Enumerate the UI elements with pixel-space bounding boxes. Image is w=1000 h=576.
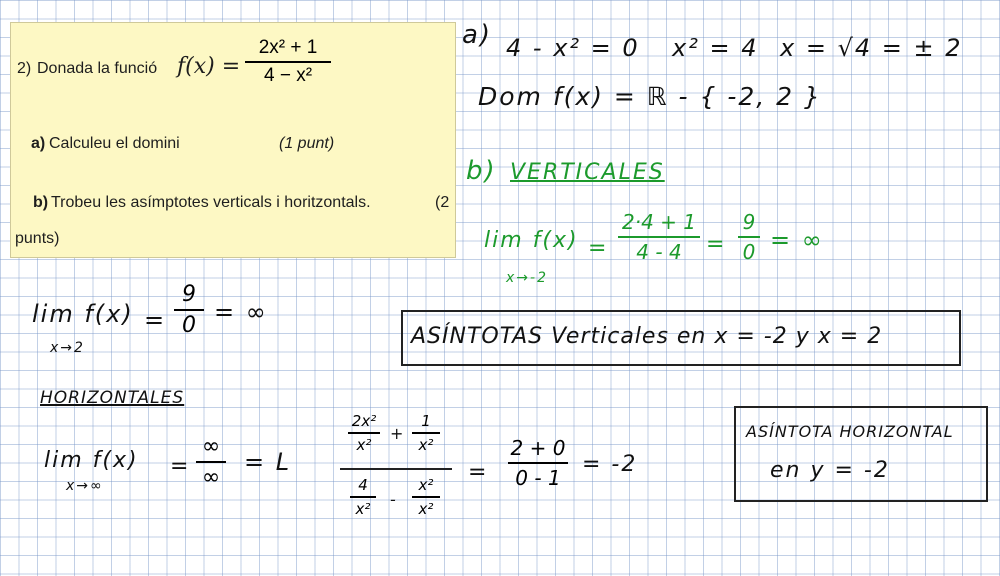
fraction-bar: [348, 432, 380, 434]
horiz-fraction-1: [196, 434, 226, 490]
lim2-result: = ∞: [214, 298, 268, 326]
fraction-bar: [350, 496, 376, 498]
horiz-eq-3: =: [468, 460, 489, 485]
big-plus: +: [390, 424, 406, 443]
solution-a-eq3: x = √4 = ± 2: [780, 34, 963, 62]
part-b-text: Trobeu les asímptotes verticals i horitzontals.: [51, 194, 371, 211]
lim2-fraction: [174, 282, 204, 338]
horiz-lim-word: lim f(x): [44, 448, 139, 473]
horiz-num-1: ∞: [201, 434, 221, 459]
part-b-points-2: punts): [15, 230, 60, 247]
lim2-eq: =: [144, 306, 167, 334]
horiz-num-3: 2 + 0: [510, 436, 566, 460]
vert-lim-sub: x→-2: [506, 270, 548, 286]
big-minus: -: [390, 490, 398, 509]
function-numerator: 2x² + 1: [258, 37, 318, 58]
horiz-compound-fraction: [340, 412, 460, 524]
part-b-points-1: (2: [435, 194, 450, 211]
solution-a-eq2: x² = 4: [672, 34, 759, 62]
function-denominator: 4 − x²: [263, 65, 313, 86]
fraction-bar: [618, 236, 700, 238]
horiz-fraction-3: [508, 436, 568, 490]
vertical-asymptotes-box: [401, 310, 961, 366]
big-num-b: [412, 412, 440, 454]
problem-box: [10, 22, 456, 258]
lim2-num: 9: [182, 282, 196, 307]
fraction-bar: [174, 309, 204, 311]
fraction-bar: [738, 236, 760, 238]
vert-fraction-2: [738, 210, 760, 264]
fraction-bar: [508, 462, 568, 464]
problem-intro: Donada la funció: [37, 60, 158, 77]
domain-line: Dom f(x) = ℝ - { -2, 2 }: [478, 82, 822, 111]
vertical-asymptotes-text: ASÍNTOTAS Verticales en x = -2 y x = 2: [411, 324, 883, 349]
big-den-b-bottom: x²: [418, 500, 434, 518]
lim2-word: lim f(x): [32, 300, 134, 328]
problem-number: 2): [17, 60, 32, 77]
big-num-a: [348, 412, 380, 454]
vert-lim-word: lim f(x): [484, 228, 579, 253]
horizontales-heading: HORIZONTALES: [40, 388, 185, 408]
verticales-heading: VERTICALES: [510, 160, 665, 185]
vert-den-1: 4 - 4: [636, 240, 682, 264]
fraction-bar: [412, 432, 440, 434]
part-b-letter: b): [33, 194, 49, 211]
part-a-letter: a): [31, 135, 46, 152]
solution-a-label: a): [462, 20, 493, 50]
big-num-b-bottom: x²: [418, 436, 434, 454]
solution-a-eq1: 4 - x² = 0: [506, 34, 640, 62]
big-num-a-top: 2x²: [351, 412, 377, 430]
lim2-sub: x→2: [50, 340, 85, 356]
solution-b-label: b): [466, 156, 497, 186]
vert-result: = ∞: [770, 226, 824, 254]
big-den-a-bottom: x²: [355, 500, 371, 518]
fraction-bar: [245, 61, 331, 63]
vert-den-2: 0: [742, 240, 756, 264]
vert-num-1: 2·4 + 1: [621, 210, 696, 234]
part-a-text: Calculeu el domini: [49, 135, 180, 152]
vert-fraction-1: [618, 210, 700, 264]
part-a-points: (1 punt): [279, 135, 335, 152]
lim2-den: 0: [182, 313, 196, 338]
big-num-b-top: 1: [421, 412, 431, 430]
horizontal-asymptote-eq: en y = -2: [770, 458, 890, 483]
function-name: f(x) =: [177, 54, 241, 79]
big-num-a-bottom: x²: [356, 436, 372, 454]
horiz-eq-1: =: [170, 454, 191, 479]
function-fraction: [245, 37, 331, 87]
big-den-b: [412, 476, 440, 518]
horiz-result: = -2: [582, 452, 638, 477]
horiz-den-1: ∞: [201, 465, 221, 490]
big-den-b-top: x²: [418, 476, 434, 494]
horizontal-asymptote-title: ASÍNTOTA HORIZONTAL: [746, 422, 954, 441]
horiz-den-3: 0 - 1: [515, 466, 561, 490]
horiz-lim-sub: x→∞: [66, 478, 104, 494]
vert-eq-2: =: [706, 232, 727, 257]
big-den-a-top: 4: [358, 476, 368, 494]
fraction-bar: [196, 461, 226, 463]
horizontal-asymptote-box: [734, 406, 988, 502]
vert-eq-1: =: [588, 236, 609, 261]
big-den-a: [350, 476, 376, 518]
horiz-eq-2: = L: [244, 448, 292, 476]
main-fraction-bar: [340, 468, 452, 470]
fraction-bar: [412, 496, 440, 498]
vert-num-2: 9: [742, 210, 756, 234]
